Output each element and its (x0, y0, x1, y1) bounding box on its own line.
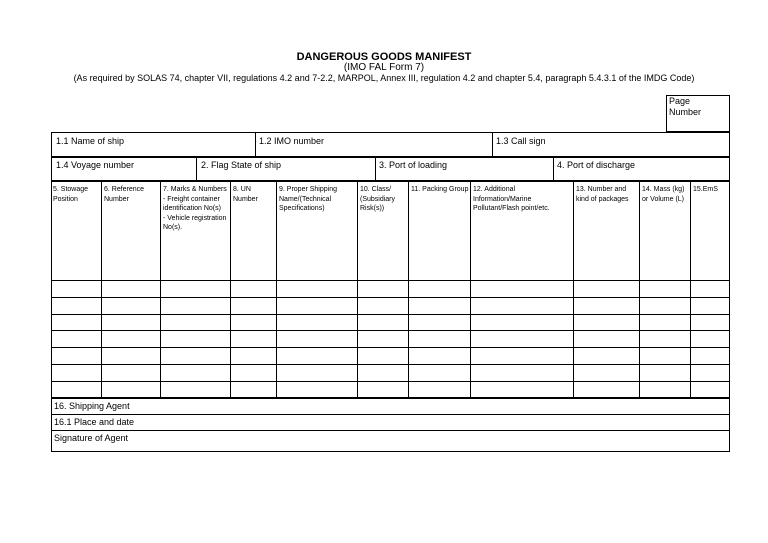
page-label: Page (669, 96, 691, 106)
marks-freight: - Freight container identification No(s) (163, 195, 221, 212)
imo-number-field[interactable]: 1.2 IMO number (259, 136, 325, 146)
page-number-box[interactable] (666, 95, 730, 132)
call-sign-field[interactable]: 1.3 Call sign (496, 136, 546, 146)
voyage-number-field[interactable]: 1.4 Voyage number (56, 160, 135, 170)
col-un-number: 8. UN Number (233, 186, 258, 203)
flag-state-field[interactable]: 2. Flag State of ship (201, 160, 282, 170)
marks-vehicle: - Vehicle registration No(s). (163, 214, 227, 231)
ship-info-row (51, 132, 730, 157)
col-proper-shipping-name: 9. Proper Shipping Name/(Technical Specifications) (279, 186, 337, 212)
col-ems: 15.EmS (693, 186, 718, 193)
port-of-discharge-field[interactable]: 4. Port of discharge (557, 160, 636, 170)
shipping-agent-label: 16. Shipping Agent (54, 401, 130, 411)
regulation-note: (As required by SOLAS 74, chapter VII, regulations 4.2 and 7-2.2, MARPOL, Annex III, regulation 4.2 and chapter 5.4, paragraph 5.4.3.1 of the IMDG Code) (73, 73, 695, 83)
place-date-label: 16.1 Place and date (54, 417, 135, 427)
form-title: DANGEROUS GOODS MANIFEST (296, 51, 472, 63)
number-label: Number (669, 107, 702, 117)
signature-label: Signature of Agent (54, 433, 129, 443)
signature-row[interactable] (51, 430, 730, 452)
shipping-agent-row[interactable] (51, 398, 730, 415)
place-date-row[interactable] (51, 414, 730, 431)
col-additional-info: 12. Additional Information/Marine Pollutant/Flash point/etc. (473, 186, 550, 212)
marks-title: 7. Marks & Numbers (163, 186, 227, 193)
col-class: 10. Class/ (Subsidiary Risk(s)) (360, 186, 396, 212)
form-subtitle: (IMO FAL Form 7) (343, 62, 425, 73)
name-of-ship-field[interactable]: 1.1 Name of ship (56, 136, 125, 146)
col-marks-numbers (163, 185, 229, 233)
col-packages: 13. Number and kind of packages (576, 186, 629, 203)
port-of-loading-field[interactable]: 3. Port of loading (379, 160, 448, 170)
goods-table (51, 181, 730, 398)
col-stowage-position: 5. Stowage Position (53, 186, 89, 203)
col-packing-group: 11. Packing Group (411, 186, 469, 193)
col-mass-volume: 14. Mass (kg) or Volume (L) (642, 186, 685, 203)
col-reference-number: 6. Reference Number (104, 186, 145, 203)
